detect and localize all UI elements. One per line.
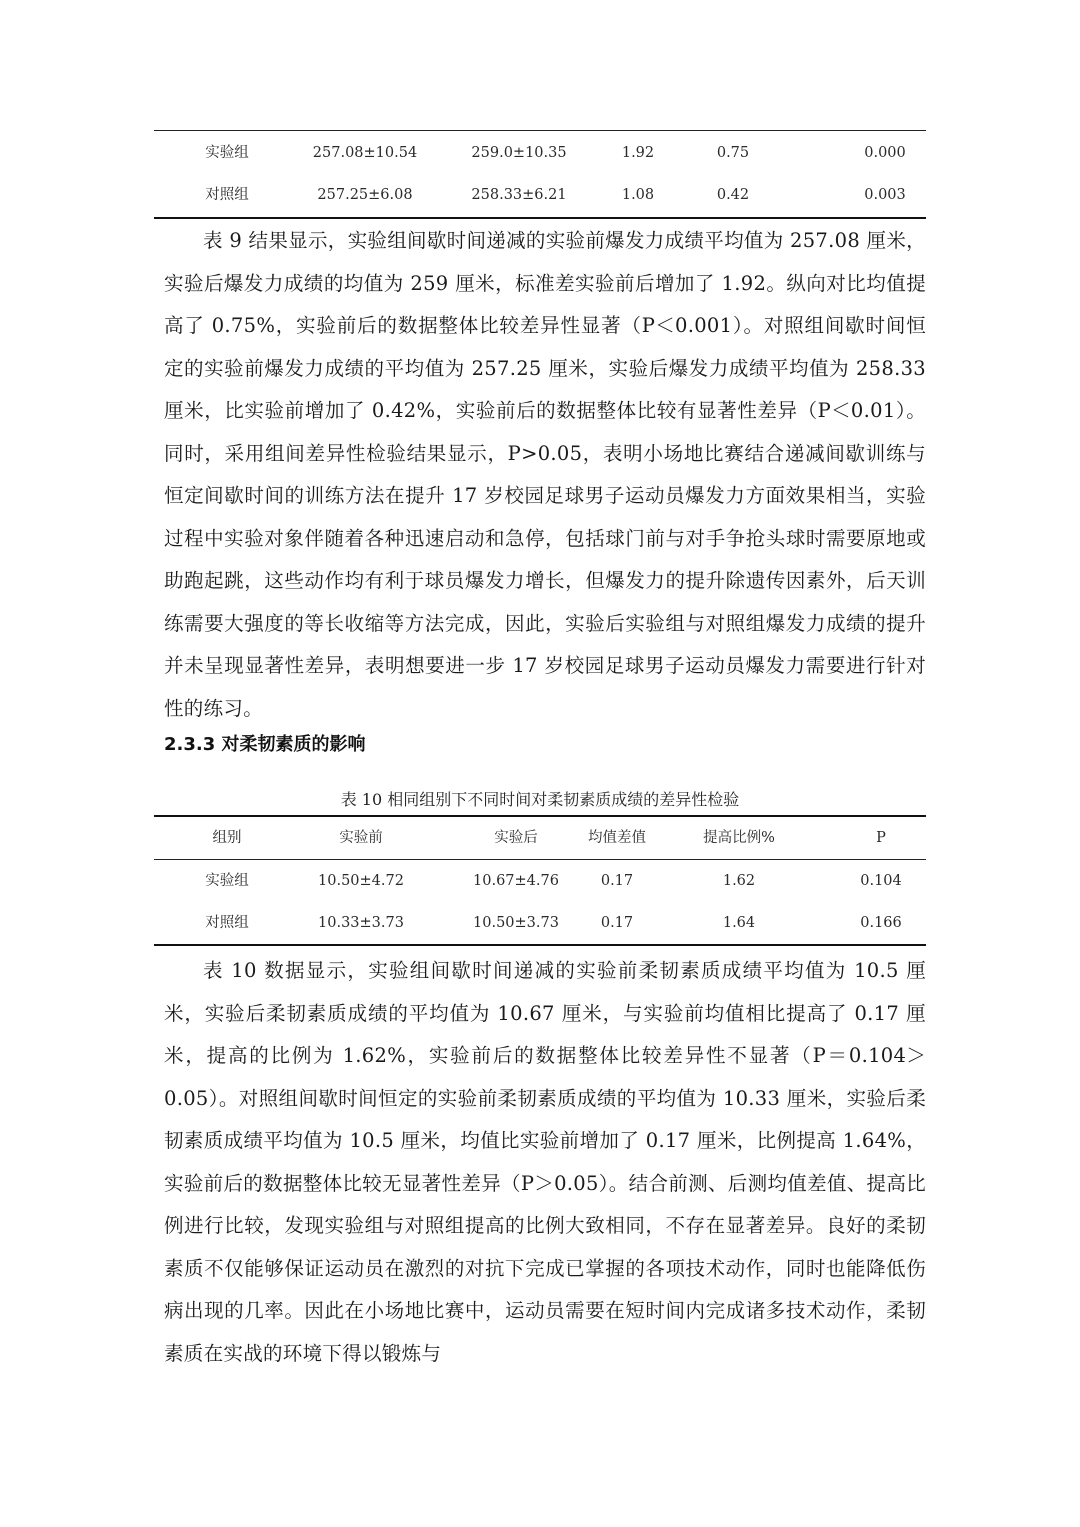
column-header: 组别 — [212, 830, 242, 846]
table-cell: 10.33±3.73 — [318, 915, 404, 931]
table-header-row — [154, 817, 926, 859]
table-row — [154, 132, 926, 174]
column-header: 实验后 — [494, 830, 538, 846]
table-cell: 0.000 — [864, 145, 906, 161]
table-cell: 1.92 — [621, 145, 655, 161]
table-cell: 10.50±4.72 — [318, 873, 404, 889]
table-cell: 0.17 — [600, 873, 634, 889]
section-heading: 2.3.3 对柔韧素质的影响 — [164, 734, 366, 755]
table-cell: 0.166 — [860, 915, 902, 931]
column-header: 实验前 — [339, 830, 383, 846]
column-header: 提高比例% — [703, 830, 775, 846]
table-cell: 258.33±6.21 — [471, 187, 567, 203]
table-cell: 对照组 — [205, 187, 249, 203]
column-header: P — [876, 830, 886, 846]
table-cell: 0.75 — [716, 145, 750, 161]
table-cell: 10.50±3.73 — [473, 915, 559, 931]
table-cell: 实验组 — [205, 873, 249, 889]
table-cell: 259.0±10.35 — [471, 145, 567, 161]
table-row — [154, 902, 926, 944]
table-row — [154, 860, 926, 902]
table-cell: 1.08 — [621, 187, 655, 203]
table-cell: 实验组 — [205, 145, 249, 161]
table-9-bottom-rule — [154, 217, 926, 219]
table-cell: 0.104 — [860, 873, 902, 889]
table-cell: 10.67±4.76 — [473, 873, 559, 889]
paragraph-table10-analysis: 表 10 数据显示，实验组间歇时间递减的实验前柔韧素质成绩平均值为 10.5 厘米，实验后柔韧素质成绩的平均值为 10.67 厘米，与实验前均值相比提高了 0.17 厘米，提高的比例为 1.62%，实验前后的数据整体比较差异性不显著（P＝0.104＞0.05）。对照组间歇时间恒定的实验前柔韧素质成绩的平均值为 10.33 厘米，实验后柔韧素质成绩平均值为 10.5 厘米，均值比实验前增加了 0.17 厘米，比例提高 1.64%，实验前后的数据整体比较无显著性差异（P＞0.05）。结合前测、后测均值差值、提高比例进行比较，发现实验组与对照组提高的比例大致相同，不存在显著差异。良好的柔韧素质不仅能够保证运动员在激烈的对抗下完成已掌握的各项技术动作，同时也能降低伤病出现的几率。因此在小场地比赛中，运动员需要在短时间内完成诸多技术动作，柔韧素质在实战的环境下得以锻炼与 — [164, 959, 926, 1365]
table-10-caption: 表 10 相同组别下不同时间对柔韧素质成绩的差异性检验 — [340, 790, 740, 809]
table-cell: 1.62 — [722, 873, 756, 889]
table-10-bottom-rule — [154, 944, 926, 946]
column-header: 均值差值 — [588, 830, 646, 846]
table-cell: 1.64 — [722, 915, 756, 931]
table-cell: 0.42 — [716, 187, 750, 203]
paragraph-table9-analysis: 表 9 结果显示，实验组间歇时间递减的实验前爆发力成绩平均值为 257.08 厘米，实验后爆发力成绩的均值为 259 厘米，标准差实验前后增加了 1.92。纵向对比均值提高了 0.75%，实验前后的数据整体比较差异性显著（P＜0.001）。对照组间歇时间恒定的实验前爆发力成绩的平均值为 257.25 厘米，实验后爆发力成绩平均值为 258.33 厘米，比实验前增加了 0.42%，实验前后的数据整体比较有显著性差异（P＜0.01）。同时，采用组间差异性检验结果显示，P>0.05，表明小场地比赛结合递减间歇训练与恒定间歇时间的训练方法在提升 17 岁校园足球男子运动员爆发力方面效果相当，实验过程中实验对象伴随着各种迅速启动和急停，包括球门前与对手争抢头球时需要原地或助跑起跳，这些动作均有利于球员爆发力增长，但爆发力的提升除遗传因素外，后天训练需要大强度的等长收缩等方法完成，因此，实验后实验组与对照组爆发力成绩的提升并未呈现显著性差异，表明想要进一步 17 岁校园足球男子运动员爆发力需要进行针对性的练习。 — [164, 229, 926, 720]
table-cell: 0.003 — [864, 187, 906, 203]
table-cell: 对照组 — [205, 915, 249, 931]
table-row — [154, 174, 926, 216]
table-cell: 257.08±10.54 — [312, 145, 418, 161]
table-cell: 0.17 — [600, 915, 634, 931]
table-9-top-rule — [154, 130, 926, 131]
table-cell: 257.25±6.08 — [317, 187, 413, 203]
